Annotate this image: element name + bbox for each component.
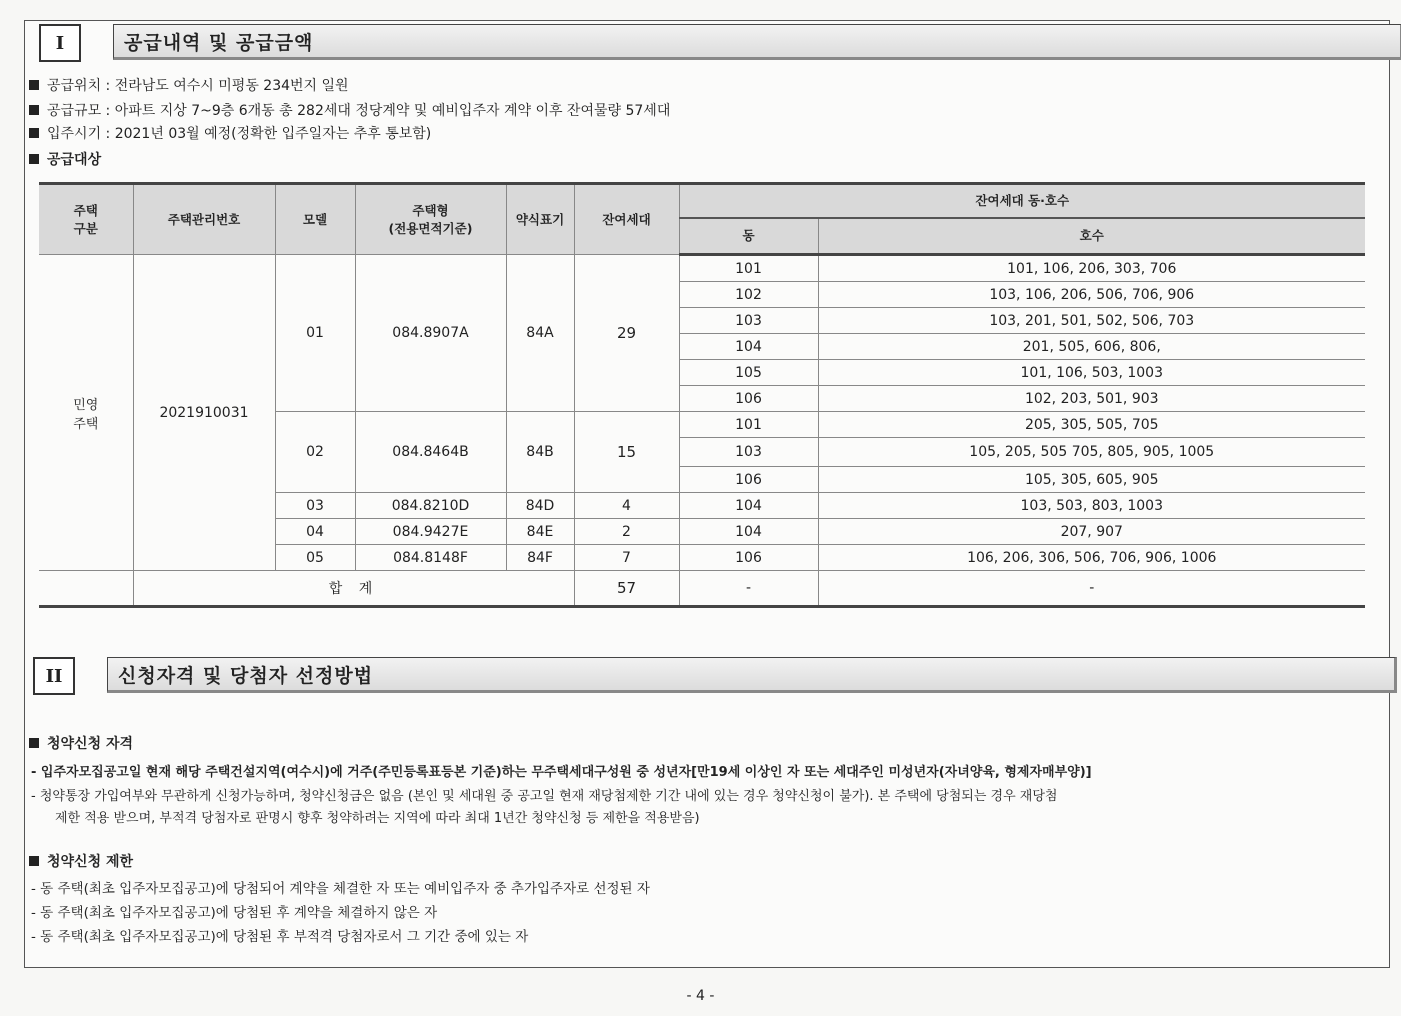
cell-dong: 104 xyxy=(679,334,818,360)
bullet-text: 공급위치 : 전라남도 여수시 미평동 234번지 일원 xyxy=(47,78,349,94)
cell-ho: 103, 201, 501, 502, 506, 703 xyxy=(818,308,1365,334)
cell-model: 05 xyxy=(275,545,355,571)
cell-ho: 205, 305, 505, 705 xyxy=(818,412,1365,438)
cell-dong: 101 xyxy=(679,412,818,438)
cell-mgmt-no: 2021910031 xyxy=(133,255,275,571)
section-2-title: 신청자격 및 당첨자 선정방법 xyxy=(107,657,1397,693)
cell-blank xyxy=(39,571,133,607)
page-number: - 4 - xyxy=(686,988,715,1004)
header-remaining-units: 잔여세대 동·호수 xyxy=(679,184,1365,219)
supply-table xyxy=(39,182,1365,608)
qualification-item-continued: 제한 적용 받으며, 부적격 당첨자로 판명시 향후 청약하려는 지역에 따라 최대 1년간 청약신청 등 제한을 적용받음) xyxy=(55,811,700,826)
cell-dong: 106 xyxy=(679,467,818,493)
cell-abbr: 84D xyxy=(506,493,574,519)
cell-dong: 102 xyxy=(679,282,818,308)
cell-dong: 101 xyxy=(679,255,818,282)
bullet-move-in xyxy=(29,123,431,143)
qualification-heading xyxy=(29,733,133,753)
cell-count: 4 xyxy=(574,493,679,519)
section-1-number: I xyxy=(39,24,81,62)
cell-dong: 104 xyxy=(679,519,818,545)
square-bullet-icon xyxy=(29,128,39,138)
restriction-item: - 동 주택(최초 입주자모집공고)에 당첨된 후 부적격 당첨자로서 그 기간 중에 있는 자 xyxy=(31,929,529,945)
cell-ho: 102, 203, 501, 903 xyxy=(818,386,1365,412)
cell-dong: 104 xyxy=(679,493,818,519)
table-row xyxy=(39,255,1365,282)
total-count: 57 xyxy=(574,571,679,607)
cell-house-type: 084.8464B xyxy=(355,412,506,493)
qualification-item: - 입주자모집공고일 현재 해당 주택건설지역(여수시)에 거주(주민등록표등본 기준)하는 무주택세대구성원 중 성년자[만19세 이상인 자 또는 세대주인 미성년자(자녀양육, 형제자매부양)] xyxy=(31,765,1092,780)
restriction-heading-text: 청약신청 제한 xyxy=(47,854,134,870)
section-1-title: 공급내역 및 공급금액 xyxy=(113,24,1401,60)
header-house-type: 주택형 (전용면적기준) xyxy=(355,184,506,255)
cell-dong: 106 xyxy=(679,545,818,571)
restriction-item: - 동 주택(최초 입주자모집공고)에 당첨된 후 계약을 체결하지 않은 자 xyxy=(31,905,438,921)
section-2-number: II xyxy=(33,657,75,695)
cell-model: 02 xyxy=(275,412,355,493)
section-2-header xyxy=(33,657,1389,695)
total-dong: - xyxy=(679,571,818,607)
cell-housing-type: 민영 주택 xyxy=(39,255,133,571)
cell-ho: 207, 907 xyxy=(818,519,1365,545)
cell-ho: 101, 106, 206, 303, 706 xyxy=(818,255,1365,282)
bullet-scale xyxy=(29,100,670,120)
cell-ho: 101, 106, 503, 1003 xyxy=(818,360,1365,386)
total-ho: - xyxy=(818,571,1365,607)
document-frame xyxy=(24,20,1390,968)
header-ho: 호수 xyxy=(818,218,1365,255)
cell-count: 29 xyxy=(574,255,679,412)
square-bullet-icon xyxy=(29,105,39,115)
cell-count: 2 xyxy=(574,519,679,545)
cell-dong: 105 xyxy=(679,360,818,386)
cell-ho: 106, 206, 306, 506, 706, 906, 1006 xyxy=(818,545,1365,571)
cell-abbr: 84E xyxy=(506,519,574,545)
cell-abbr: 84B xyxy=(506,412,574,493)
cell-dong: 106 xyxy=(679,386,818,412)
header-mgmt-no: 주택관리번호 xyxy=(133,184,275,255)
total-label: 합 계 xyxy=(133,571,574,607)
restriction-item: - 동 주택(최초 입주자모집공고)에 당첨되어 계약을 체결한 자 또는 예비입주자 중 추가입주자로 선정된 자 xyxy=(31,881,650,897)
cell-house-type: 084.8148F xyxy=(355,545,506,571)
cell-abbr: 84F xyxy=(506,545,574,571)
table-total-row xyxy=(39,571,1365,607)
cell-model: 03 xyxy=(275,493,355,519)
qualification-item-text: - 청약통장 가입여부와 무관하게 신청가능하며, 청약신청금은 없음 (본인 및 세대원 중 공고일 현재 재당첨제한 기간 내에 있는 경우 청약신청이 불가). 본 주택에 당첨되는 경우 재당첨 xyxy=(31,789,1058,804)
header-model: 모델 xyxy=(275,184,355,255)
cell-house-type: 084.8210D xyxy=(355,493,506,519)
header-dong: 동 xyxy=(679,218,818,255)
bullet-text: 공급규모 : 아파트 지상 7~9층 6개동 총 282세대 정당계약 및 예비입주자 계약 이후 잔여물량 57세대 xyxy=(47,103,671,119)
cell-abbr: 84A xyxy=(506,255,574,412)
cell-ho: 201, 505, 606, 806, xyxy=(818,334,1365,360)
cell-ho: 105, 205, 505 705, 805, 905, 1005 xyxy=(818,438,1365,467)
cell-count: 15 xyxy=(574,412,679,493)
cell-house-type: 084.8907A xyxy=(355,255,506,412)
cell-dong: 103 xyxy=(679,308,818,334)
cell-house-type: 084.9427E xyxy=(355,519,506,545)
qualification-heading-text: 청약신청 자격 xyxy=(47,736,134,752)
bullet-target xyxy=(29,149,101,169)
header-housing-type: 주택 구분 xyxy=(39,184,133,255)
square-bullet-icon xyxy=(29,154,39,164)
cell-ho: 105, 305, 605, 905 xyxy=(818,467,1365,493)
square-bullet-icon xyxy=(29,80,39,90)
restriction-heading xyxy=(29,851,133,871)
square-bullet-icon xyxy=(29,738,39,748)
bullet-text: 입주시기 : 2021년 03월 예정(정확한 입주일자는 추후 통보함) xyxy=(47,126,432,142)
cell-model: 01 xyxy=(275,255,355,412)
bullet-text: 공급대상 xyxy=(47,152,102,168)
cell-dong: 103 xyxy=(679,438,818,467)
section-1-header xyxy=(39,24,1389,62)
cell-model: 04 xyxy=(275,519,355,545)
header-abbr: 약식표기 xyxy=(506,184,574,255)
cell-ho: 103, 503, 803, 1003 xyxy=(818,493,1365,519)
cell-count: 7 xyxy=(574,545,679,571)
bullet-location xyxy=(29,75,349,95)
qualification-item xyxy=(31,785,1057,804)
square-bullet-icon xyxy=(29,856,39,866)
cell-ho: 103, 106, 206, 506, 706, 906 xyxy=(818,282,1365,308)
header-remaining: 잔여세대 xyxy=(574,184,679,255)
